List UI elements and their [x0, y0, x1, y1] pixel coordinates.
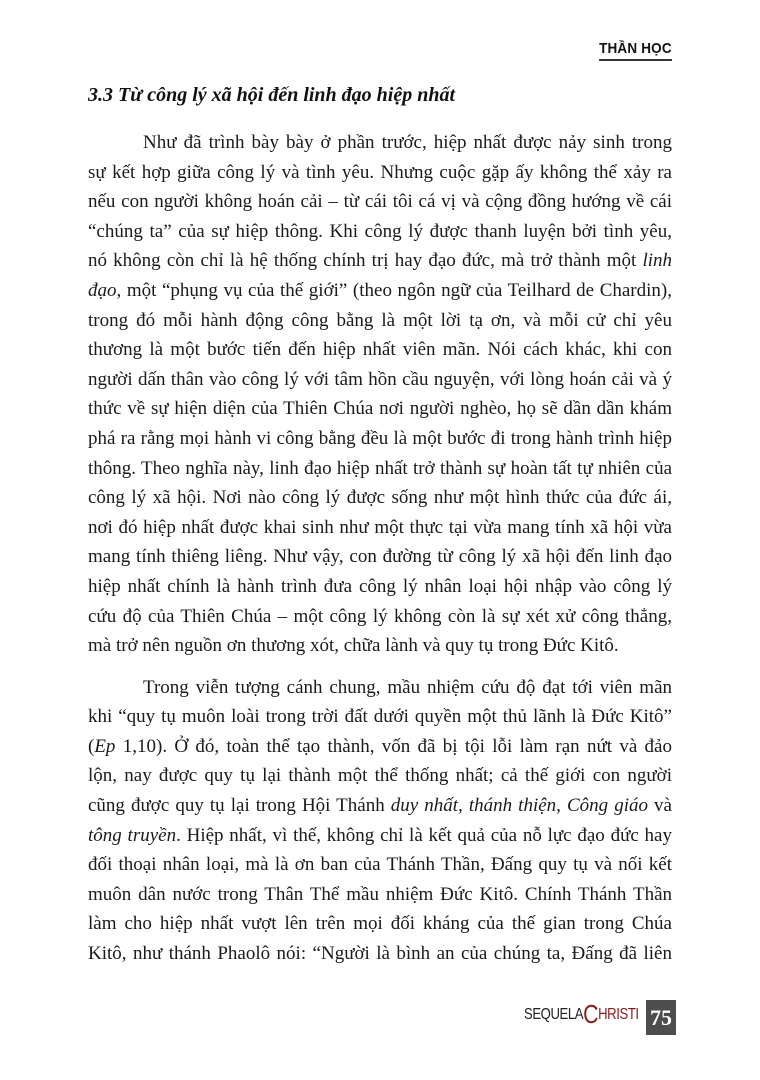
- text-run: 1,10). Ở đó, toàn thể tạo thành, vốn đã bị tội lỗi làm rạn nứt và đảo: [115, 735, 672, 757]
- text-run: đối thoại nhân loại, mà là ơn ban của Thánh Thần, Đấng quy tụ và nối kết: [88, 854, 672, 876]
- text-line: [88, 246, 672, 276]
- text-line: [88, 335, 672, 365]
- text-run: , một “phụng vụ của thế giới” (theo ngôn ngữ của Teilhard de Chardin),: [116, 279, 672, 301]
- italic-text: linh: [642, 250, 672, 272]
- text-line: [88, 158, 672, 188]
- text-run: hiệp nhất chính là hành trình đưa công lý nhân loại hội nhập vào công lý: [88, 575, 672, 597]
- text-line: [88, 454, 672, 484]
- text-run: và: [648, 795, 672, 817]
- text-line: [88, 542, 672, 572]
- text-line: [88, 909, 672, 939]
- text-line: [88, 732, 672, 762]
- text-line: [88, 602, 672, 632]
- text-line: [88, 850, 672, 880]
- text-line: [88, 217, 672, 247]
- text-line: [88, 513, 672, 543]
- logo-text-sequela: SEQUELA: [524, 1006, 584, 1023]
- text-run: Như đã trình bày bày ở phần trước, hiệp nhất được nảy sinh trong: [143, 132, 672, 153]
- text-run: nó không còn chỉ là hệ thống chính trị hay đạo đức, mà trở thành một: [88, 250, 643, 272]
- italic-text: tông truyền: [88, 824, 177, 846]
- text-line: [88, 424, 672, 454]
- text-run: muôn dân nước trong Thân Thể mầu nhiệm Đức Kitô. Chính Thánh Thần: [88, 883, 672, 905]
- text-run: trong đó mỗi hành động công bằng là một lời tạ ơn, và mỗi cử chỉ yêu: [88, 309, 672, 331]
- text-run: thương là một bước tiến đến hiệp nhất viên mãn. Nói cách khác, khi con: [88, 339, 672, 361]
- section-label: THẦN HỌC: [599, 40, 672, 61]
- text-run: cũng được quy tụ lại trong Hội Thánh: [88, 795, 391, 817]
- text-line: [88, 483, 672, 513]
- text-run: (: [88, 735, 95, 757]
- text-run: thức về sự hiện diện của Thiên Chúa nơi người nghèo, họ sẽ dần dần khám: [88, 398, 672, 420]
- text-run: Kitô, như thánh Phaolô nói: “Người là bình an của chúng ta, Đấng đã liên: [88, 943, 672, 965]
- text-run: “chúng ta” của sự hiệp thông. Khi công lý được thanh luyện bởi tình yêu,: [88, 220, 672, 242]
- paragraph: [88, 673, 672, 969]
- text-line: [88, 791, 672, 821]
- logo-text-christi: HRISTI: [598, 1006, 639, 1023]
- text-run: Trong viễn tượng cánh chung, mầu nhiệm cứu độ đạt tới viên mãn: [143, 676, 672, 698]
- text-run: khi “quy tụ muôn loài trong trời đất dưới quyền một thủ lãnh là Đức Kitô”: [88, 706, 672, 728]
- text-line: [88, 365, 672, 395]
- text-run: phá ra rằng mọi hành vi công bằng đều là một bước đi trong hành trình hiệp: [88, 427, 672, 449]
- logo-c-mark: C: [583, 999, 599, 1029]
- page-number: 75: [646, 1000, 676, 1035]
- text-run: nếu con người không hoán cải – từ cái tôi cá vị và cộng đồng hướng về cái: [88, 191, 672, 213]
- text-run: sự kết hợp giữa công lý và tình yêu. Nhưng cuộc gặp ấy không thể xảy ra: [88, 161, 672, 183]
- text-line: [88, 276, 672, 306]
- text-line: [88, 761, 672, 791]
- text-run: công lý xã hội. Nơi nào công lý được sống như một hình thức của đức ái,: [88, 487, 672, 509]
- text-line: [88, 702, 672, 732]
- text-run: lộn, nay được quy tụ lại thành một thể thống nhất; cả thế giới con người: [88, 765, 672, 787]
- text-line: [88, 572, 672, 602]
- text-run: người dấn thân vào công lý với tâm hồn cầu nguyện, với lòng hoán cải và ý: [88, 368, 672, 390]
- body-text: [88, 128, 672, 981]
- italic-text: Ep: [94, 735, 116, 757]
- text-line: [88, 673, 672, 703]
- text-run: mà trở nên nguồn ơn thương xót, chữa lành và quy tụ trong Đức Kitô.: [88, 635, 619, 657]
- text-line: [88, 394, 672, 424]
- text-line: [88, 939, 672, 969]
- text-run: cứu độ của Thiên Chúa – một công lý không còn là sự xét xử công thẳng,: [88, 605, 672, 627]
- section-heading: 3.3 Từ công lý xã hội đến linh đạo hiệp nhất: [88, 84, 456, 106]
- journal-logo: [524, 999, 639, 1029]
- text-run: mang tính thiêng liêng. Như vậy, con đường từ công lý xã hội đến linh đạo: [88, 546, 672, 568]
- paragraph: [88, 128, 672, 661]
- text-run: nơi đó hiệp nhất được khai sinh như một thực tại vừa mang tính xã hội vừa: [88, 516, 672, 538]
- text-line: [88, 128, 672, 158]
- text-run: thông. Theo nghĩa này, linh đạo hiệp nhất trở thành sự hoàn tất tự nhiên của: [88, 457, 672, 479]
- text-line: [88, 821, 672, 851]
- text-line: [88, 631, 672, 661]
- text-run: . Hiệp nhất, vì thế, không chỉ là kết quả của nỗ lực đạo đức hay: [176, 824, 672, 846]
- text-line: [88, 306, 672, 336]
- text-line: [88, 880, 672, 910]
- italic-text: đạo: [88, 279, 117, 301]
- italic-text: duy nhất, thánh thiện, Công giáo: [390, 795, 648, 817]
- text-line: [88, 187, 672, 217]
- text-run: làm cho hiệp nhất vượt lên trên mọi đối kháng của thế gian trong Chúa: [88, 913, 672, 935]
